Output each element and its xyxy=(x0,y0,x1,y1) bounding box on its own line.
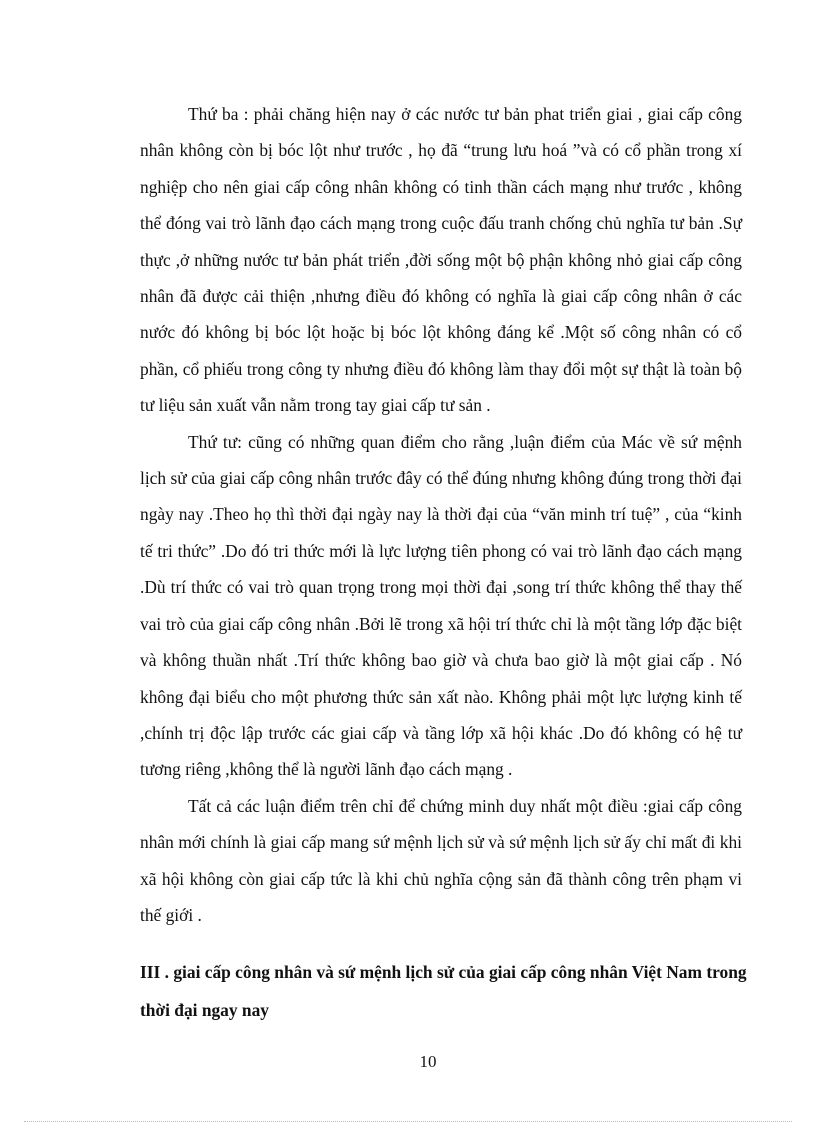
paragraph-conclusion: Tất cả các luận điểm trên chỉ để chứng minh duy nhất một điều :giai cấp công nhân mới chính là giai cấp mang sứ mệnh lịch sử và sứ mệnh lịch sử ấy chỉ mất đi khi xã hội không còn giai cấp tức là khi chủ nghĩa cộng sản đã thành công trên phạm vi thế giới . xyxy=(140,795,742,925)
page-number: 10 xyxy=(419,1052,437,1071)
paragraph-thu-ba: Thứ ba : phải chăng hiện nay ở các nước tư bản phat triển giai , giai cấp công nhân không còn bị bóc lột như trước , họ đã “trung lưu hoá ”và có cổ phần trong xí nghiệp cho nên giai cấp công nhân không có tinh thần cách mạng như trước , không thể đóng vai trò lãnh đạo cách mạng trong cuộc đấu tranh chống chủ nghĩa tư bản .Sự thực ,ở những nước tư bản phát triển ,đời sống một bộ phận không nhỏ giai cấp công nhân đã được cải thiện ,nhưng điều đó không có nghĩa là giai cấp công nhân ở các nước đó không bị bóc lột hoặc bị bóc lột không đáng kể .Một số công nhân có cổ phần, cổ phiếu trong công ty nhưng điều đó không làm thay đổi một sự thật là toàn bộ tư liệu sản xuất vẫn nằm trong tay giai cấp tư sản . xyxy=(140,104,742,416)
paragraph-thu-tu: Thứ tư: cũng có những quan điểm cho rằng ,luận điểm của Mác về sứ mệnh lịch sử của giai cấp công nhân trước đây có thể đúng nhưng không đúng trong thời đại ngày nay .Theo họ thì thời đại ngày nay là thời đại của “văn minh trí tuệ” , của “kinh tế tri thức” .Do đó tri thức mới là lực lượng tiên phong có vai trò lãnh đạo cách mạng .Dù trí thức có vai trò quan trọng trong mọi thời đại ,song trí thức không thể thay thế vai trò của giai cấp công nhân .Bởi lẽ trong xã hội trí thức chỉ là một tầng lớp đặc biệt và không thuần nhất .Trí thức không bao giờ và chưa bao giờ là một giai cấp . Nó không đại biểu cho một phương thức sản xất nào. Không phải một lực lượng kinh tế ,chính trị độc lập trước các giai cấp và tầng lớp xã hội khác .Do đó không có hệ tư tương riêng ,không thể là người lãnh đạo cách mạng . xyxy=(140,431,742,780)
body-text xyxy=(140,96,742,933)
page-bottom-border xyxy=(24,1121,792,1122)
section-heading: III . giai cấp công nhân và sứ mệnh lịch sử của giai cấp công nhân Việt Nam trong thời đại ngay nay xyxy=(140,962,747,1020)
